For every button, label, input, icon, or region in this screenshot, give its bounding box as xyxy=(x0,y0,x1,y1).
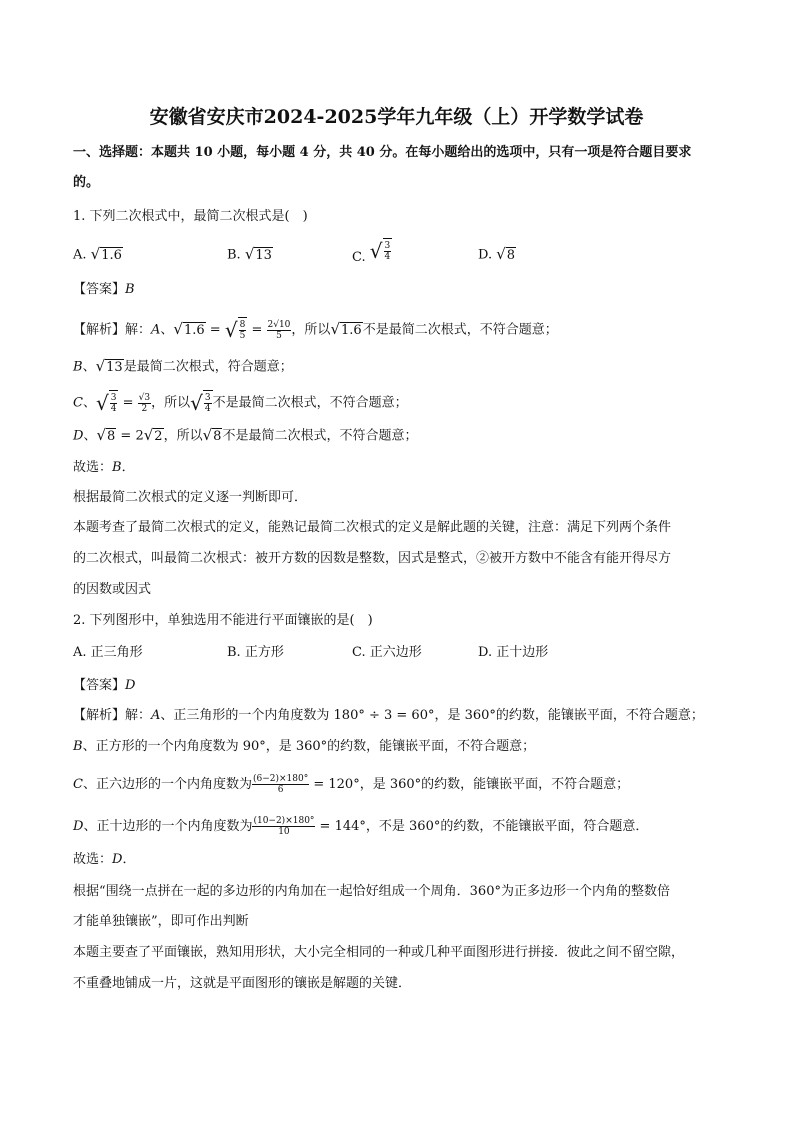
q1-analysis-c: C、 √ $\frac{3}{4}$ = $\frac{√3}{2}$ ，所以 √ $\frac{3}{4}$ 不是最简二次根式，不符合题意； xyxy=(73,391,408,415)
q2-analysis-c: C、正六边形的一个内角度数为 $\frac{(6-2)\times 180^\circ}{6}$ = 120°，是 360°的约数，能镶嵌平面，不符合题意； xyxy=(73,774,630,795)
q1-note-2: 本题考查了最简二次根式的定义，能熟记最简二次根式的定义是解此题的关键，注意：满足下列两个条件 xyxy=(73,520,672,535)
q1-stem: 1. 下列二次根式中，最简二次根式是( ) xyxy=(73,209,308,224)
section-instruction-line2: 的。 xyxy=(73,175,100,190)
q2-note-1: 根据“围绕一点拼在一起的多边形的内角加在一起恰好组成一个周角．360°为正多边形一个内角的整数倍 xyxy=(73,884,670,899)
page-title: 安徽省安庆市2024-2025学年九年级（上）开学数学试卷 xyxy=(149,106,644,128)
sqrt-symbol: √1.6 xyxy=(90,245,122,263)
q2-analysis-d: D、正十边形的一个内角度数为 $\frac{(10-2)\times 180^\circ}{10}$ = 144°，不是 360°的约数，不能镶嵌平面，符合题意． xyxy=(73,816,649,837)
q1-note-4: 的因数或因式 xyxy=(73,582,152,597)
q2-answer: 【答案】D xyxy=(73,678,136,693)
sqrt-fraction: √ $\frac{3}{4}$ xyxy=(369,239,391,263)
q2-note-2: 才能单独镶嵌”，即可作出判断 xyxy=(73,914,249,929)
q1-analysis-d: D、√8 = 2√2，所以√8不是最简二次根式，不符合题意； xyxy=(73,426,418,444)
section-instruction-line1: 一、选择题：本题共 10 小题，每小题 4 分，共 40 分。在每小题给出的选项中，只有一项是符合题目要求 xyxy=(73,145,692,160)
q2-stem: 2. 下列图形中，单独选用不能进行平面镶嵌的是( ) xyxy=(73,613,373,628)
q1-answer: 【答案】B xyxy=(73,282,135,297)
q1-note-3: 的二次根式，叫最简二次根式：被开方数的因数是整数，因式是整式，②被开方数中不能含有能开得尽方 xyxy=(73,551,672,566)
q1-option-d[interactable]: D. √8 xyxy=(478,244,516,266)
q2-analysis-b: B、正方形的一个内角度数为 90°，是 360°的约数，能镶嵌平面，不符合题意； xyxy=(73,739,536,754)
q1-analysis-b: B、√13是最简二次根式，符合题意； xyxy=(73,357,293,375)
q2-note-4: 不重叠地铺成一片，这就是平面图形的镶嵌是解题的关键． xyxy=(73,976,412,991)
q1-note-1: 根据最简二次根式的定义逐一判断即可． xyxy=(73,490,308,505)
q1-option-c[interactable]: C. √ $\frac{3}{4}$ xyxy=(352,239,391,265)
sqrt-symbol: √8 xyxy=(496,245,516,263)
q1-analysis-a: 【解析】解：A、√1.6 = √ $\frac{8}{5}$ = $\frac{2√10}{5}$ ，所以√1.6不是最简二次根式，不符合题意； xyxy=(73,318,558,342)
q2-analysis-a: 【解析】解：A、正三角形的一个内角度数为 180° ÷ 3 = 60°，是 360°的约数，能镶嵌平面，不符合题意； xyxy=(73,708,704,723)
sqrt-symbol: √13 xyxy=(244,245,272,263)
q2-choose: 故选：D． xyxy=(73,852,136,867)
q2-option-d[interactable]: D. 正十边形 xyxy=(478,645,549,660)
q2-option-c[interactable]: C. 正六边形 xyxy=(352,645,422,660)
q1-options xyxy=(0,239,793,265)
q2-note-3: 本题主要查了平面镶嵌，熟知用形状，大小完全相同的一种或几种平面图形进行拼接．彼此之间不留空隙， xyxy=(73,945,685,960)
q1-option-a[interactable]: A. √1.6 xyxy=(73,244,123,266)
q2-option-b[interactable]: B. 正方形 xyxy=(227,645,284,660)
q1-choose: 故选：B． xyxy=(73,460,135,475)
q1-option-b[interactable]: B. √13 xyxy=(227,244,273,266)
q2-option-a[interactable]: A. 正三角形 xyxy=(73,645,143,660)
q2-options xyxy=(0,643,793,663)
